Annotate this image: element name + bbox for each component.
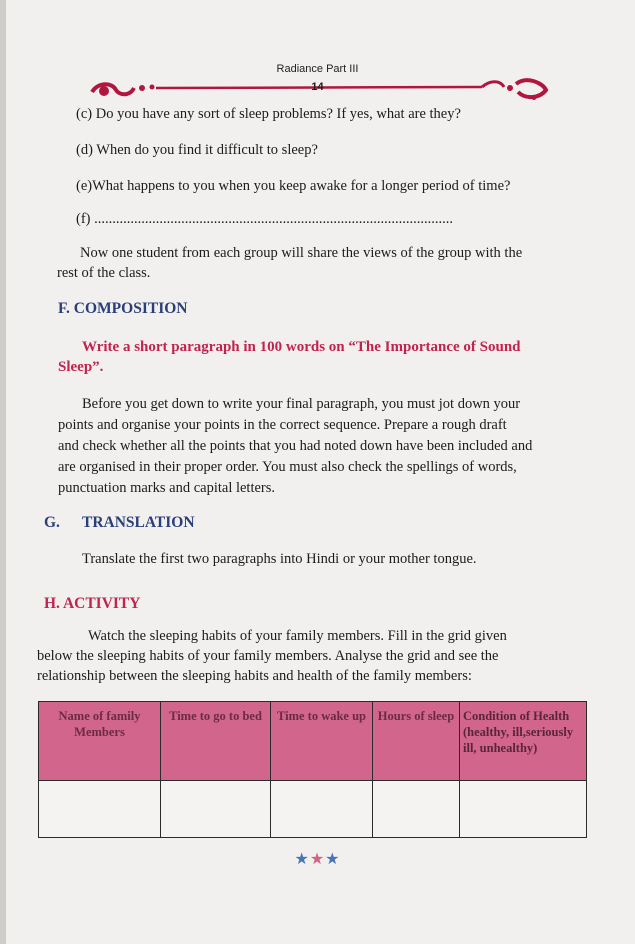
- table-header-cell: Condition of Health (healthy, ill,seriously ill, unhealthy): [460, 702, 587, 781]
- question-d: [76, 140, 318, 161]
- table-header-cell: Hours of sleep: [373, 702, 460, 781]
- table-cell[interactable]: [161, 781, 271, 838]
- composition-para-line: Before you get down to write your final paragraph, you must jot down your: [82, 396, 521, 412]
- question-label: (e): [76, 178, 93, 194]
- star-icon: ★: [294, 849, 310, 868]
- composition-para-line: points and organise your points in the correct sequence. Prepare a rough draft: [58, 417, 507, 433]
- share-line-1: Now one student from each group will share the views of the group with the: [80, 245, 523, 261]
- page-header: [0, 58, 635, 104]
- question-c: [76, 104, 461, 125]
- question-label: (c): [76, 106, 93, 122]
- composition-para-line: are organised in their proper order. You must also check the spellings of words,: [58, 459, 517, 475]
- question-f: [76, 209, 546, 230]
- table-cell[interactable]: [39, 781, 161, 838]
- composition-instruction-line-2: Sleep”.: [58, 359, 104, 375]
- activity-para-line: below the sleeping habits of your family members. Analyse the grid and see the: [37, 648, 499, 664]
- activity-para-line: Watch the sleeping habits of your family members. Fill in the grid given: [88, 628, 507, 644]
- question-text: When do you find it difficult to sleep?: [96, 142, 318, 158]
- composition-para-line: and check whether all the points that you had noted down have been included and: [58, 438, 533, 454]
- table-cell[interactable]: [460, 781, 587, 838]
- question-text: What happens to you when you keep awake for a longer period of time?: [92, 178, 511, 194]
- question-label: (f): [76, 211, 91, 227]
- table-cell[interactable]: [271, 781, 373, 838]
- star-icon: ★: [325, 849, 341, 868]
- composition-instruction-line-1: Write a short paragraph in 100 words on “The Importance of Sound: [82, 339, 521, 355]
- activity-para-line: relationship between the sleeping habits and health of the family members:: [37, 668, 472, 684]
- book-title: Radiance Part III: [276, 63, 359, 75]
- section-g-heading: TRANSLATION: [82, 514, 195, 531]
- table-cell[interactable]: [373, 781, 460, 838]
- section-f-heading: F. COMPOSITION: [58, 300, 188, 317]
- table-header-cell: Time to wake up: [271, 702, 373, 781]
- footer-stars: [0, 849, 635, 868]
- table-row: [39, 781, 587, 838]
- question-blank: ...................................................................................................: [94, 211, 453, 227]
- translation-text: Translate the first two paragraphs into Hindi or your mother tongue.: [82, 551, 477, 567]
- table-header-cell: Name of family Members: [39, 702, 161, 781]
- page-edge: [0, 0, 6, 944]
- section-h-heading: H. ACTIVITY: [44, 595, 141, 612]
- star-icon: ★: [309, 849, 326, 868]
- question-e: [76, 176, 510, 197]
- table-header-row: [39, 702, 587, 781]
- composition-para-line: punctuation marks and capital letters.: [58, 480, 276, 496]
- question-label: (d): [76, 142, 93, 158]
- sleep-habits-grid: [38, 701, 587, 838]
- section-g-letter: G.: [44, 514, 60, 531]
- question-text: Do you have any sort of sleep problems? If yes, what are they?: [95, 106, 461, 122]
- share-line-2: rest of the class.: [57, 265, 151, 281]
- table-header-cell: Time to go to bed: [161, 702, 271, 781]
- page-number: 14: [311, 81, 324, 93]
